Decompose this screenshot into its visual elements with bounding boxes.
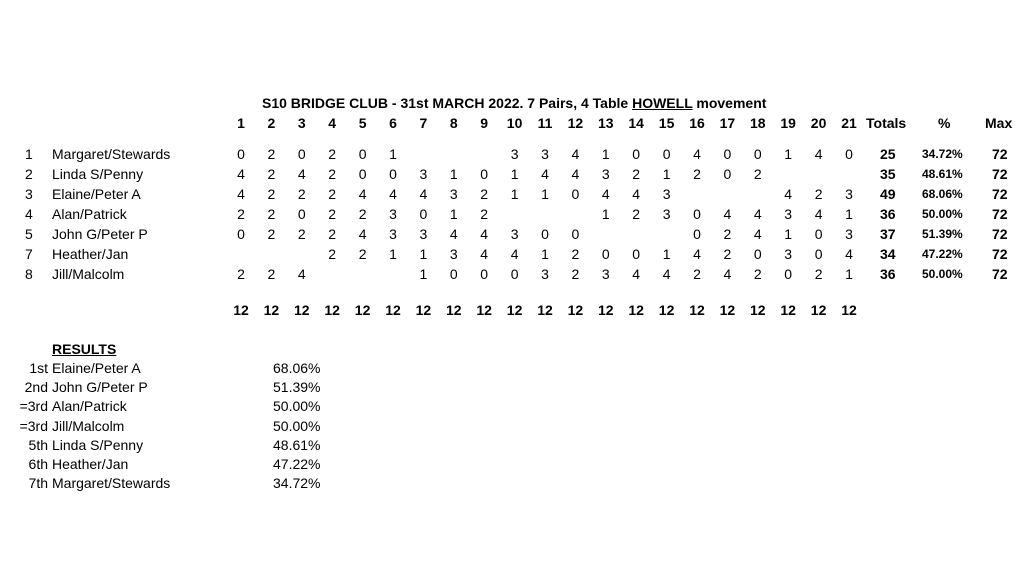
score-cell: 4 <box>480 246 489 262</box>
score-cell: 4 <box>237 186 245 202</box>
score-cell: 1 <box>419 246 428 262</box>
result-percent: 51.39% <box>273 379 321 396</box>
pair-name: Alan/Patrick <box>52 206 127 222</box>
board-number-10: 10 <box>506 115 523 131</box>
board-max: 12 <box>446 302 462 318</box>
pair-total: 25 <box>880 146 896 162</box>
pair-max: 72 <box>992 266 1008 282</box>
pair-total: 36 <box>880 206 896 222</box>
pair-percent: 34.72% <box>922 147 963 161</box>
score-cell: 0 <box>784 266 793 282</box>
board-number-20: 20 <box>810 115 827 131</box>
board-max: 12 <box>263 302 280 318</box>
board-max: 12 <box>537 302 553 318</box>
board-number-21: 21 <box>841 115 857 131</box>
score-cell: 4 <box>480 226 489 242</box>
score-cell: 2 <box>571 246 580 262</box>
title-movement: HOWELL <box>632 95 693 111</box>
score-cell: 0 <box>693 206 701 222</box>
result-name: John G/Peter P <box>52 379 148 396</box>
board-max: 12 <box>658 302 675 318</box>
score-cell: 2 <box>753 166 762 182</box>
result-place: 7th <box>28 475 48 492</box>
score-cell: 1 <box>601 146 610 162</box>
board-max: 12 <box>598 302 614 318</box>
score-cell: 1 <box>389 146 397 162</box>
score-cell: 3 <box>784 246 793 262</box>
pair-name: Margaret/Stewards <box>52 146 171 162</box>
result-place: =3rd <box>19 398 48 415</box>
board-number-2: 2 <box>267 115 276 131</box>
score-cell: 3 <box>845 226 853 242</box>
score-cell: 4 <box>814 206 823 222</box>
score-cell: 2 <box>267 226 276 242</box>
score-cell: 2 <box>328 166 337 182</box>
score-cell: 2 <box>328 246 337 262</box>
board-max: 12 <box>750 302 766 318</box>
score-cell: 1 <box>662 246 671 262</box>
score-cell: 2 <box>693 266 701 282</box>
score-cell: 0 <box>723 146 732 162</box>
pair-percent: 48.61% <box>922 167 963 181</box>
score-cell: 4 <box>541 166 549 182</box>
board-max: 12 <box>506 302 523 318</box>
result-percent: 47.22% <box>273 456 321 472</box>
score-cell: 4 <box>723 266 732 282</box>
pair-name: Linda S/Penny <box>52 166 144 182</box>
score-cell: 2 <box>358 246 367 262</box>
result-place: 6th <box>28 456 48 472</box>
score-cell: 4 <box>571 146 580 162</box>
score-cell: 1 <box>601 206 610 222</box>
board-max: 12 <box>810 302 827 318</box>
score-cell: 1 <box>784 226 793 242</box>
score-cell: 4 <box>662 266 671 282</box>
score-cell: 2 <box>723 226 732 242</box>
score-cell: 1 <box>419 266 428 282</box>
board-number-12: 12 <box>567 115 584 131</box>
score-cell: 4 <box>571 166 580 182</box>
score-cell: 4 <box>723 206 732 222</box>
score-cell: 4 <box>237 166 245 182</box>
score-cell: 4 <box>419 186 428 202</box>
score-cell: 4 <box>814 146 823 162</box>
score-cell: 0 <box>358 166 367 182</box>
score-cell: 1 <box>662 166 671 182</box>
score-cell: 4 <box>449 226 458 242</box>
result-name: Jill/Malcolm <box>52 417 125 434</box>
score-cell: 4 <box>601 186 610 202</box>
pair-max: 72 <box>992 226 1008 242</box>
pair-total: 36 <box>880 266 896 282</box>
board-max: 12 <box>415 302 432 318</box>
score-cell: 3 <box>449 246 458 262</box>
board-number-14: 14 <box>628 115 644 131</box>
score-cell: 3 <box>662 206 671 222</box>
score-cell: 2 <box>693 166 701 182</box>
max-header: Max <box>985 115 1013 131</box>
score-cell: 3 <box>389 206 397 222</box>
score-cell: 1 <box>845 206 853 222</box>
score-cell: 0 <box>358 146 367 162</box>
board-number-5: 5 <box>358 115 367 131</box>
pair-number: 4 <box>25 206 33 222</box>
score-cell: 3 <box>419 226 428 242</box>
score-cell: 0 <box>480 166 489 182</box>
score-cell: 0 <box>449 266 458 282</box>
pair-max: 72 <box>992 206 1008 222</box>
score-cell: 4 <box>510 246 519 262</box>
pair-name: John G/Peter P <box>52 226 148 242</box>
score-cell: 4 <box>632 266 641 282</box>
results-heading: RESULTS <box>52 341 117 357</box>
score-cell: 2 <box>328 186 337 202</box>
score-cell: 0 <box>297 206 306 222</box>
pair-max: 72 <box>992 246 1008 262</box>
board-number-8: 8 <box>449 115 458 131</box>
board-number-7: 7 <box>419 115 428 131</box>
title-suffix: movement <box>692 95 767 111</box>
score-cell: 3 <box>389 226 397 242</box>
score-cell: 1 <box>510 186 519 202</box>
score-cell: 2 <box>297 226 306 242</box>
pair-name: Heather/Jan <box>52 246 129 262</box>
score-cell: 1 <box>449 206 458 222</box>
result-name: Margaret/Stewards <box>52 475 171 492</box>
score-cell: 2 <box>267 266 276 282</box>
score-cell: 0 <box>571 186 580 202</box>
score-cell: 3 <box>541 266 549 282</box>
score-cell: 0 <box>693 226 701 242</box>
board-max: 12 <box>354 302 371 318</box>
board-max: 12 <box>567 302 584 318</box>
score-cell: 4 <box>297 266 306 282</box>
score-cell: 0 <box>632 246 641 262</box>
score-cell: 2 <box>237 206 245 222</box>
board-max: 12 <box>841 302 857 318</box>
score-cell: 2 <box>267 166 276 182</box>
pair-number: 1 <box>25 146 33 162</box>
score-cell: 2 <box>753 266 762 282</box>
score-cell: 0 <box>845 146 853 162</box>
score-cell: 0 <box>632 146 641 162</box>
pair-number: 3 <box>25 186 33 202</box>
result-name: Elaine/Peter A <box>52 360 141 376</box>
board-number-13: 13 <box>598 115 614 131</box>
score-cell: 1 <box>541 246 549 262</box>
score-cell: 1 <box>449 166 458 182</box>
totals-header: Totals <box>866 115 907 131</box>
score-cell: 2 <box>814 186 823 202</box>
result-name: Linda S/Penny <box>52 436 144 453</box>
score-cell: 4 <box>784 186 793 202</box>
board-max: 12 <box>476 302 492 318</box>
result-place: 2nd <box>24 379 48 396</box>
result-name: Heather/Jan <box>52 456 129 472</box>
board-number-1: 1 <box>237 115 245 131</box>
score-cell: 2 <box>328 146 337 162</box>
score-cell: 3 <box>662 186 671 202</box>
board-number-6: 6 <box>389 115 397 131</box>
pair-max: 72 <box>992 186 1008 202</box>
score-cell: 3 <box>845 186 853 202</box>
score-cell: 0 <box>541 226 549 242</box>
board-max: 12 <box>233 302 249 318</box>
percent-header: % <box>938 115 951 131</box>
board-max: 12 <box>689 302 705 318</box>
pair-percent: 51.39% <box>922 227 963 241</box>
score-cell: 3 <box>601 166 610 182</box>
score-cell: 0 <box>662 146 671 162</box>
score-cell: 4 <box>845 246 853 262</box>
score-cell: 3 <box>784 206 793 222</box>
score-cell: 2 <box>632 166 641 182</box>
result-percent: 50.00% <box>273 417 321 434</box>
score-cell: 4 <box>358 186 367 202</box>
pair-max: 72 <box>992 146 1008 162</box>
result-name: Alan/Patrick <box>52 398 127 415</box>
page-title <box>262 95 766 111</box>
board-max: 12 <box>385 302 401 318</box>
score-cell: 4 <box>358 226 367 242</box>
result-place: 5th <box>28 436 48 453</box>
pair-percent: 50.00% <box>922 267 963 281</box>
board-max: 12 <box>324 302 340 318</box>
pair-percent: 50.00% <box>922 207 963 221</box>
board-number-4: 4 <box>328 115 337 131</box>
score-cell: 3 <box>510 226 519 242</box>
result-place: 1st <box>29 360 48 376</box>
pair-name: Jill/Malcolm <box>52 266 125 282</box>
result-percent: 34.72% <box>273 475 321 492</box>
score-cell: 4 <box>753 226 762 242</box>
score-cell: 4 <box>297 166 306 182</box>
score-cell: 1 <box>510 166 519 182</box>
score-cell: 3 <box>541 146 549 162</box>
score-cell: 1 <box>845 266 853 282</box>
score-cell: 2 <box>632 206 641 222</box>
result-percent: 50.00% <box>273 398 321 415</box>
board-number-11: 11 <box>537 115 553 131</box>
board-number-9: 9 <box>480 115 489 131</box>
score-cell: 3 <box>510 146 519 162</box>
score-cell: 0 <box>389 166 397 182</box>
score-cell: 2 <box>358 206 367 222</box>
board-max: 12 <box>780 302 796 318</box>
pair-number: 8 <box>25 266 33 282</box>
score-cell: 4 <box>693 246 701 262</box>
board-number-17: 17 <box>719 115 736 131</box>
score-cell: 2 <box>328 226 337 242</box>
pair-total: 49 <box>880 186 896 202</box>
score-cell: 0 <box>571 226 580 242</box>
score-cell: 4 <box>632 186 641 202</box>
score-cell: 0 <box>723 166 732 182</box>
pair-number: 7 <box>25 246 33 262</box>
result-place: =3rd <box>19 417 48 434</box>
score-cell: 2 <box>267 206 276 222</box>
result-percent: 48.61% <box>273 436 321 453</box>
score-cell: 0 <box>753 246 762 262</box>
pair-total: 34 <box>880 246 896 262</box>
pair-number: 2 <box>25 166 33 182</box>
pair-percent: 68.06% <box>922 187 963 201</box>
score-cell: 4 <box>693 146 701 162</box>
score-cell: 0 <box>297 146 306 162</box>
board-max: 12 <box>719 302 736 318</box>
board-number-15: 15 <box>658 115 675 131</box>
score-cell: 0 <box>419 206 428 222</box>
score-cell: 0 <box>814 246 823 262</box>
board-max: 12 <box>628 302 644 318</box>
result-percent: 68.06% <box>273 360 321 376</box>
score-cell: 2 <box>328 206 337 222</box>
board-number-16: 16 <box>689 115 705 131</box>
board-number-18: 18 <box>750 115 766 131</box>
pair-total: 37 <box>880 226 896 242</box>
score-cell: 2 <box>267 146 276 162</box>
score-cell: 2 <box>237 266 245 282</box>
title-prefix: S10 BRIDGE CLUB - 31st MARCH 2022. 7 Pairs, 4 Table <box>262 95 633 111</box>
score-cell: 1 <box>389 246 397 262</box>
score-cell: 2 <box>480 206 489 222</box>
pair-name: Elaine/Peter A <box>52 186 141 202</box>
score-cell: 1 <box>784 146 793 162</box>
score-cell: 3 <box>601 266 610 282</box>
score-cell: 2 <box>723 246 732 262</box>
pair-max: 72 <box>992 166 1008 182</box>
score-cell: 0 <box>510 266 519 282</box>
score-cell: 3 <box>449 186 458 202</box>
score-cell: 0 <box>237 146 245 162</box>
score-cell: 0 <box>814 226 823 242</box>
score-cell: 2 <box>571 266 580 282</box>
score-cell: 3 <box>419 166 428 182</box>
board-number-19: 19 <box>780 115 796 131</box>
score-cell: 2 <box>814 266 823 282</box>
score-cell: 0 <box>480 266 489 282</box>
score-cell: 2 <box>480 186 489 202</box>
pair-total: 35 <box>880 166 896 182</box>
score-cell: 4 <box>389 186 397 202</box>
score-cell: 0 <box>237 226 245 242</box>
board-number-3: 3 <box>297 115 306 131</box>
score-cell: 0 <box>753 146 762 162</box>
score-cell: 1 <box>541 186 549 202</box>
pair-percent: 47.22% <box>922 247 963 261</box>
score-cell: 2 <box>297 186 306 202</box>
score-cell: 0 <box>601 246 610 262</box>
score-cell: 4 <box>753 206 762 222</box>
board-max: 12 <box>294 302 310 318</box>
score-cell: 2 <box>267 186 276 202</box>
pair-number: 5 <box>25 226 33 242</box>
